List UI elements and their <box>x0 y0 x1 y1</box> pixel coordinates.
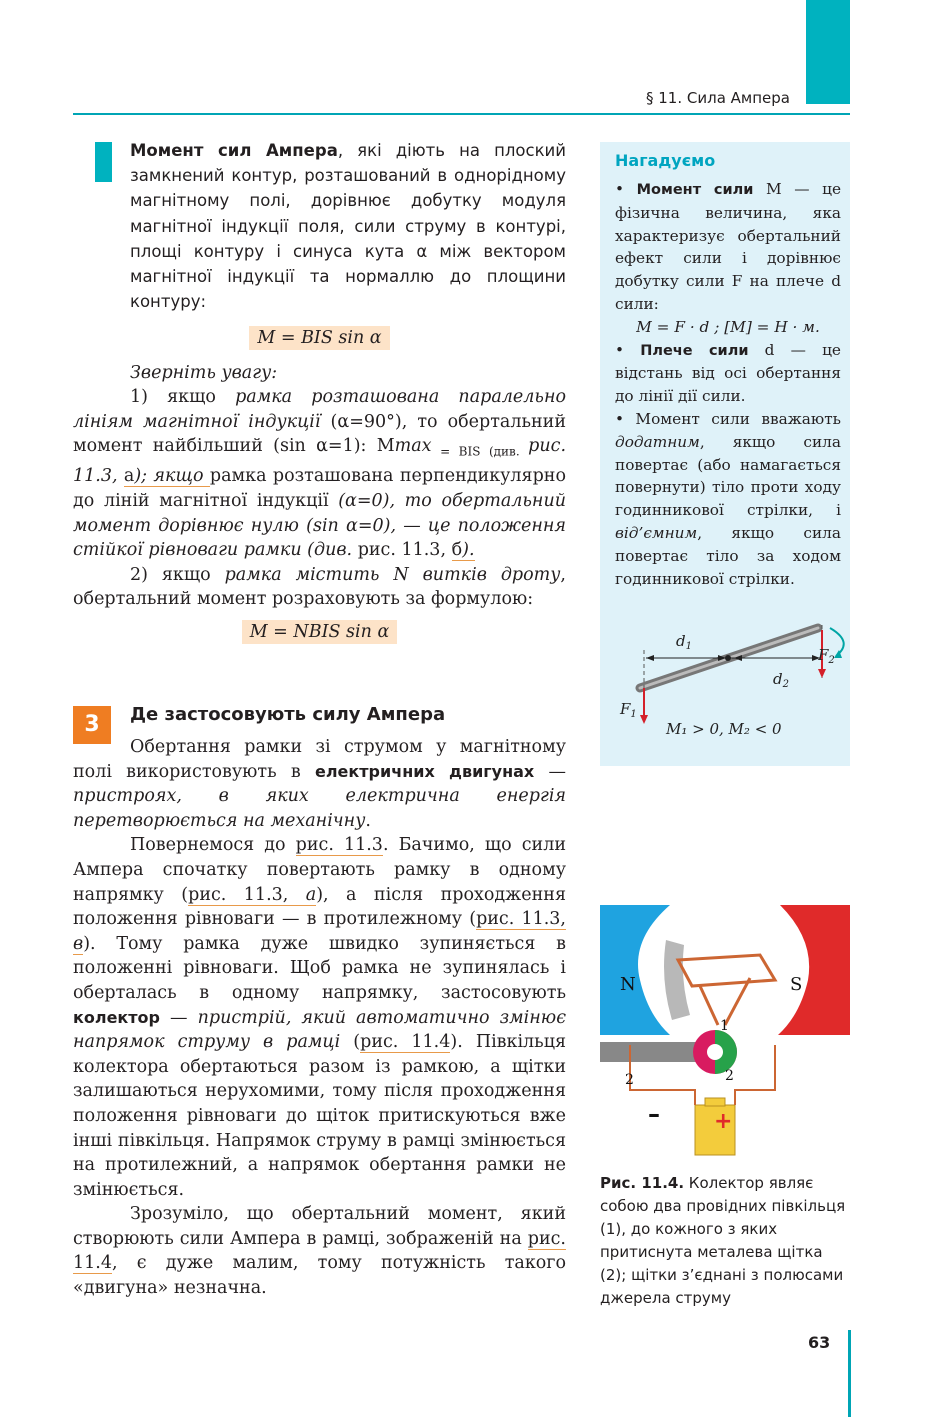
label-north: N <box>620 974 636 995</box>
note-heading: Зверніть увагу: <box>130 362 278 383</box>
d1-arrow-left <box>646 655 654 661</box>
section3-paragraph-2: Повернемося до рис. 11.3. Бачимо, що сили Ампера спочатку повертають рамку в одному напрямку (рис. 11.3, а), а після проходження положення рівноваги — в протилежному (рис. 11.3, в). Тому рамка дуже швидко зупиняється в положенні рівноваги. Щоб рамка не зупинялась і оберталась в одному напрямку, застосовують колектор — пристрій, який автоматично змінює напрямок струму в рамці (рис. 11.4). Півкільця колектора обертаються разом із рамкою, а щітки залишаються нерухомими, тому після проходження положення рівноваги до щіток притискуються вже інші півкільця. Напрямок струму в рамці змінюється на протилежний, а напрямок обертання рамки не змінюється. <box>73 835 567 1200</box>
label-plus: + <box>714 1109 733 1134</box>
page-number: 63 <box>808 1333 831 1352</box>
formula-moment: M = BIS sin α <box>73 326 566 351</box>
circuit-wire-right <box>735 1045 775 1105</box>
definition-marker <box>95 142 112 182</box>
reminder-box <box>600 142 850 766</box>
fig-ref-link[interactable]: рис. 11.3, в <box>73 909 566 954</box>
svg-text:d2: $d_2$ <box>773 670 789 690</box>
section-title: Де застосовують силу Ампера <box>130 704 446 725</box>
formula-moment-n: M = NBIS sin α <box>73 620 566 645</box>
caption-label: Рис. 11.4. <box>600 1174 685 1192</box>
figure-caption <box>600 1172 850 1310</box>
section3-paragraph-1: Обертання рамки зі струмом у магнітному полі використовують в електричних двигунах — пристроях, в яких електрична енергія перетворюється на механічну. <box>73 737 566 831</box>
magnet-north-pole <box>600 905 670 1035</box>
note-paragraph-1: 1) якщо рамка розташована паралельно лініям магнітної індукції (α=90°), то обертальний момент найбільший (sin α=1): Mmax $_{= BIS (див.}$ рис. 11.3, а); якщо рамка розташована перпендикулярно до ліній магнітної індукції (α=0), то обертальний момент дорівнює нулю (sin α=0), — це положення стійкої рівноваги рамки (див. рис. 11.3, б). <box>73 387 567 561</box>
reminder-item-sign: • Момент сили вважають додатним, якщо сила повертає (або намагається повернути) тіло проти ходу годинникової стрілки, і від’ємним, якщо сила повертає тіло за ходом годинникової стрілки. <box>615 409 841 588</box>
running-header: § 11. Сила Ампера <box>646 89 790 107</box>
definition-block <box>130 138 566 314</box>
force-f2-head <box>818 669 826 678</box>
label-d2: d <box>773 670 783 688</box>
fig-ref-link[interactable]: рис. 11.4 <box>73 1228 566 1274</box>
reminder-body <box>615 178 841 590</box>
moment-sign-relation: M₁ > 0, M₂ < 0 <box>666 720 782 738</box>
pole-shoe-left <box>664 940 690 1020</box>
label-f1: F <box>620 700 631 718</box>
svg-text:d1: $d_1$ <box>676 632 692 652</box>
reminder-title: Нагадуємо <box>615 151 716 170</box>
page-number-rule <box>848 1330 851 1417</box>
svg-text:F1: $F_1$ <box>620 700 637 720</box>
fig-ref-link[interactable]: рис. 11.4 <box>360 1032 451 1053</box>
section3-paragraph-3: Зрозуміло, що обертальний момент, який створюють сили Ампера в рамці, зображеній на рис. 11.4, є дуже малим, тому потужність такого «двигуна» незначна. <box>73 1204 566 1299</box>
main-text-section3 <box>73 735 566 1301</box>
commutator-figure <box>600 900 850 1165</box>
fig-ref-link[interactable]: б). <box>451 540 475 561</box>
section-number-badge: 3 <box>73 706 111 744</box>
magnet-south-pole <box>778 905 850 1035</box>
reminder-formula: M = F · d ; [M] = Н · м. <box>636 317 820 336</box>
reminder-item-moment: • Момент сили M — це фізична величина, яка характеризує обертальний ефект сили і дорівнює добутку сили F на плече d сили: <box>615 180 842 313</box>
svg-text:F2: $F_2$ <box>818 646 835 666</box>
lever-diagram <box>608 620 848 750</box>
rotation-arrow <box>830 628 844 656</box>
definition-term: Момент сил Ампера <box>130 141 338 160</box>
label-brush-left: 2 <box>625 1072 634 1088</box>
note-paragraph-2: 2) якщо рамка містить N витків дроту, обертальний момент розраховують за формулою: <box>73 564 566 610</box>
commutator-axis <box>707 1044 723 1060</box>
header-rule <box>73 113 850 115</box>
fig-ref-link[interactable]: рис. 11.3, а <box>188 884 317 905</box>
main-text-upper <box>73 320 566 651</box>
brush-base <box>600 1042 708 1062</box>
caption-text: Колектор являє собою два провідних півкільця (1), до кожного з яких притиснута металева щітка (2); щітки з’єднані з полюсами джерела струму <box>600 1174 846 1307</box>
reminder-item-arm: • Плече сили d — це відстань від осі обертання до лінії дії сили. <box>615 340 841 406</box>
label-f2: F <box>818 646 829 664</box>
fig-ref-link[interactable]: а); якщо <box>123 466 210 487</box>
pivot-point <box>725 655 731 661</box>
label-south: S <box>790 974 803 995</box>
definition-text: , які діють на плоский замкнений контур, розташований в однорідному магнітному полі, дорівнює добутку модуля магнітної індукції поля, сили струму в контурі, площі контуру і синуса кута α між вектором магнітної індукції та нормаллю до площини контуру: <box>130 141 566 312</box>
fig-ref-link[interactable]: рис. 11.3 <box>295 835 383 856</box>
label-d1: d <box>676 632 686 650</box>
label-brush-right: 2 <box>725 1068 734 1084</box>
top-accent-bar <box>806 0 850 104</box>
battery-terminal <box>705 1098 725 1106</box>
wire-frame <box>678 955 775 986</box>
force-f1-head <box>640 715 648 724</box>
label-half-ring: 1 <box>720 1018 729 1034</box>
wire-lead-1 <box>700 986 718 1025</box>
label-minus: – <box>648 1100 660 1128</box>
